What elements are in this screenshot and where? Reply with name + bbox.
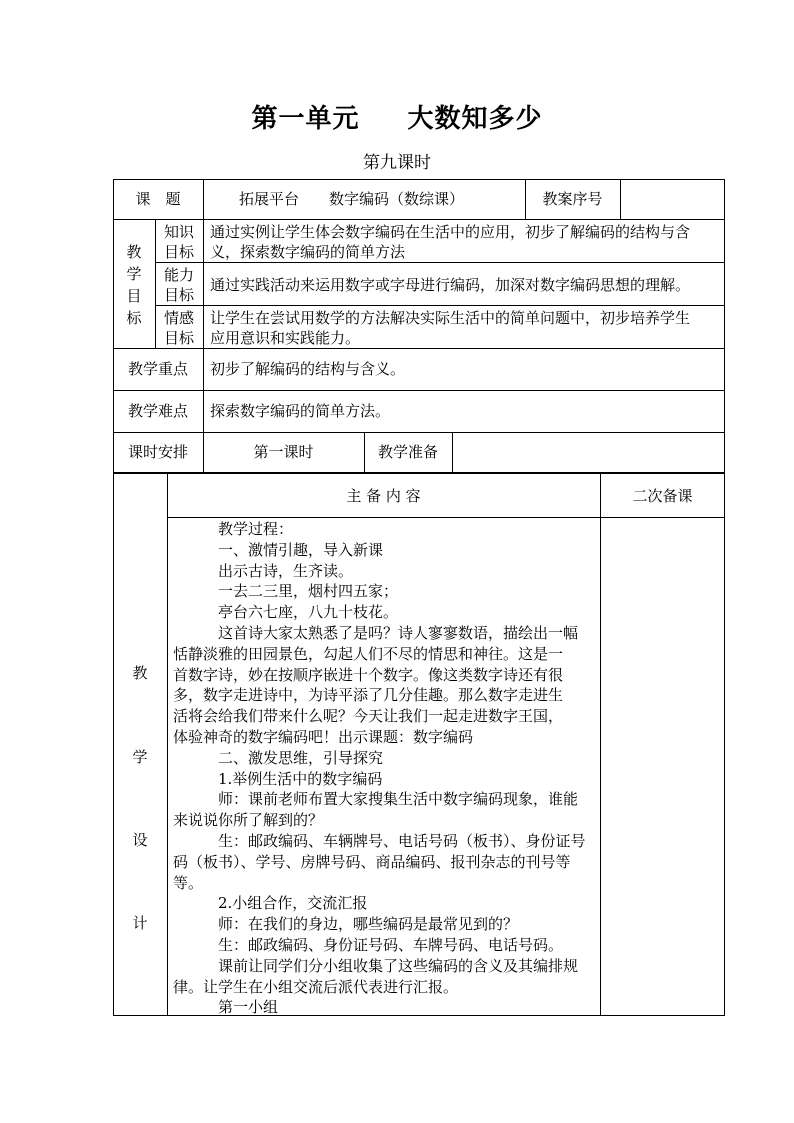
content-line: 恬静淡雅的田园景色，勾起人们不尽的情思和神往。这是一	[173, 644, 564, 663]
knowledge-text-2: 义，探索数字编码的简单方法	[210, 243, 406, 261]
difficulty-label: 教学难点	[127, 402, 188, 420]
content-line: 师：课前老师布置大家搜集生活中数字编码现象，谁能	[173, 790, 579, 809]
content-line: 多，数字走进诗中，为诗平添了几分佳趣。那么数字走进生	[173, 686, 564, 705]
content-line: 一去二三里，烟村四五家；	[173, 582, 399, 601]
content-line: 来说说你所了解到的？	[173, 811, 324, 830]
difficulty-text: 探索数字编码的简单方法。	[210, 402, 391, 420]
content-line: 这首诗大家太熟悉了是吗？诗人寥寥数语，描绘出一幅	[173, 623, 579, 642]
emotion-label-2: 目标	[163, 329, 194, 347]
content-line: 首数字诗，妙在按顺序嵌进十个数字。像这类数字诗还有很	[173, 665, 564, 684]
content-line: 码（板书）、学号、房牌号码、商品编码、报刊杂志的刊号等	[173, 852, 571, 871]
emotion-text-2: 应用意识和实践能力。	[210, 329, 361, 347]
ability-label-2: 目标	[163, 286, 194, 304]
design-label-1: 教	[132, 664, 148, 682]
schedule-label: 课时安排	[127, 443, 188, 461]
schedule-value: 第一课时	[253, 443, 314, 461]
emotion-label-1: 情感	[163, 309, 194, 327]
knowledge-label-2: 目标	[163, 243, 194, 261]
lesson-content	[173, 519, 597, 1018]
main-content-header: 主 备 内 容	[346, 487, 421, 505]
unit-title: 第一单元	[251, 104, 360, 134]
knowledge-label-1: 知识	[163, 223, 194, 241]
topic-label: 课 题	[135, 190, 181, 208]
content-line: 教学过程：	[173, 520, 294, 538]
design-label-4: 计	[132, 914, 148, 932]
topic-value: 拓展平台 数字编码（数综课）	[239, 190, 465, 208]
key-point-text: 初步了解编码的结构与含义。	[210, 360, 406, 378]
goals-label-3: 目	[126, 287, 142, 305]
second-prep-header: 二次备课	[632, 487, 693, 505]
content-line: 1.举例生活中的数字编码	[173, 769, 383, 788]
plan-number-label: 教案序号	[542, 190, 603, 208]
content-line: 活将会给我们带来什么呢？今天让我们一起走进数字王国，	[173, 707, 564, 726]
content-line: 出示古诗，生齐读。	[173, 561, 354, 580]
content-line: 一、激情引趣，导入新课	[173, 540, 384, 559]
emotion-text-1: 让学生在尝试用数学的方法解决实际生活中的简单问题中，初步培养学生	[210, 309, 691, 327]
content-line: 第一小组	[173, 998, 279, 1017]
goals-label-1: 教	[126, 243, 142, 261]
content-line: 2.小组合作，交流汇报	[173, 894, 368, 913]
lesson-subtitle: 第九课时	[363, 153, 431, 173]
key-point-label: 教学重点	[127, 360, 188, 378]
unit-topic: 大数知多少	[407, 104, 543, 134]
content-line: 师：在我们的身边，哪些编码是最常见到的？	[173, 915, 519, 934]
content-line: 亭台六七座，八九十枝花。	[173, 603, 399, 622]
content-line: 课前让同学们分小组收集了这些编码的含义及其编排规	[173, 956, 579, 975]
content-line: 等。	[173, 873, 204, 892]
design-label-2: 学	[132, 748, 148, 766]
page-title	[0, 98, 794, 135]
content-line: 体验神奇的数字编码吧！出示课题：数字编码	[173, 727, 474, 746]
ability-text: 通过实践活动来运用数字或字母进行编码，加深对数字编码思想的理解。	[210, 276, 691, 294]
preparation-label: 教学准备	[377, 443, 438, 461]
goals-label-4: 标	[126, 309, 142, 327]
content-line: 生：邮政编码、车辆牌号、电话号码（板书）、身份证号	[173, 831, 586, 850]
content-line: 生：邮政编码、身份证号码、车牌号码、电话号码。	[173, 935, 564, 954]
ability-label-1: 能力	[163, 266, 194, 284]
knowledge-text-1: 通过实例让学生体会数字编码在生活中的应用，初步了解编码的结构与含	[210, 223, 691, 241]
content-line: 二、激发思维，引导探究	[173, 748, 384, 767]
goals-label-2: 学	[126, 265, 142, 283]
design-label-3: 设	[132, 831, 148, 849]
content-line: 律。让学生在小组交流后派代表进行汇报。	[173, 977, 459, 996]
